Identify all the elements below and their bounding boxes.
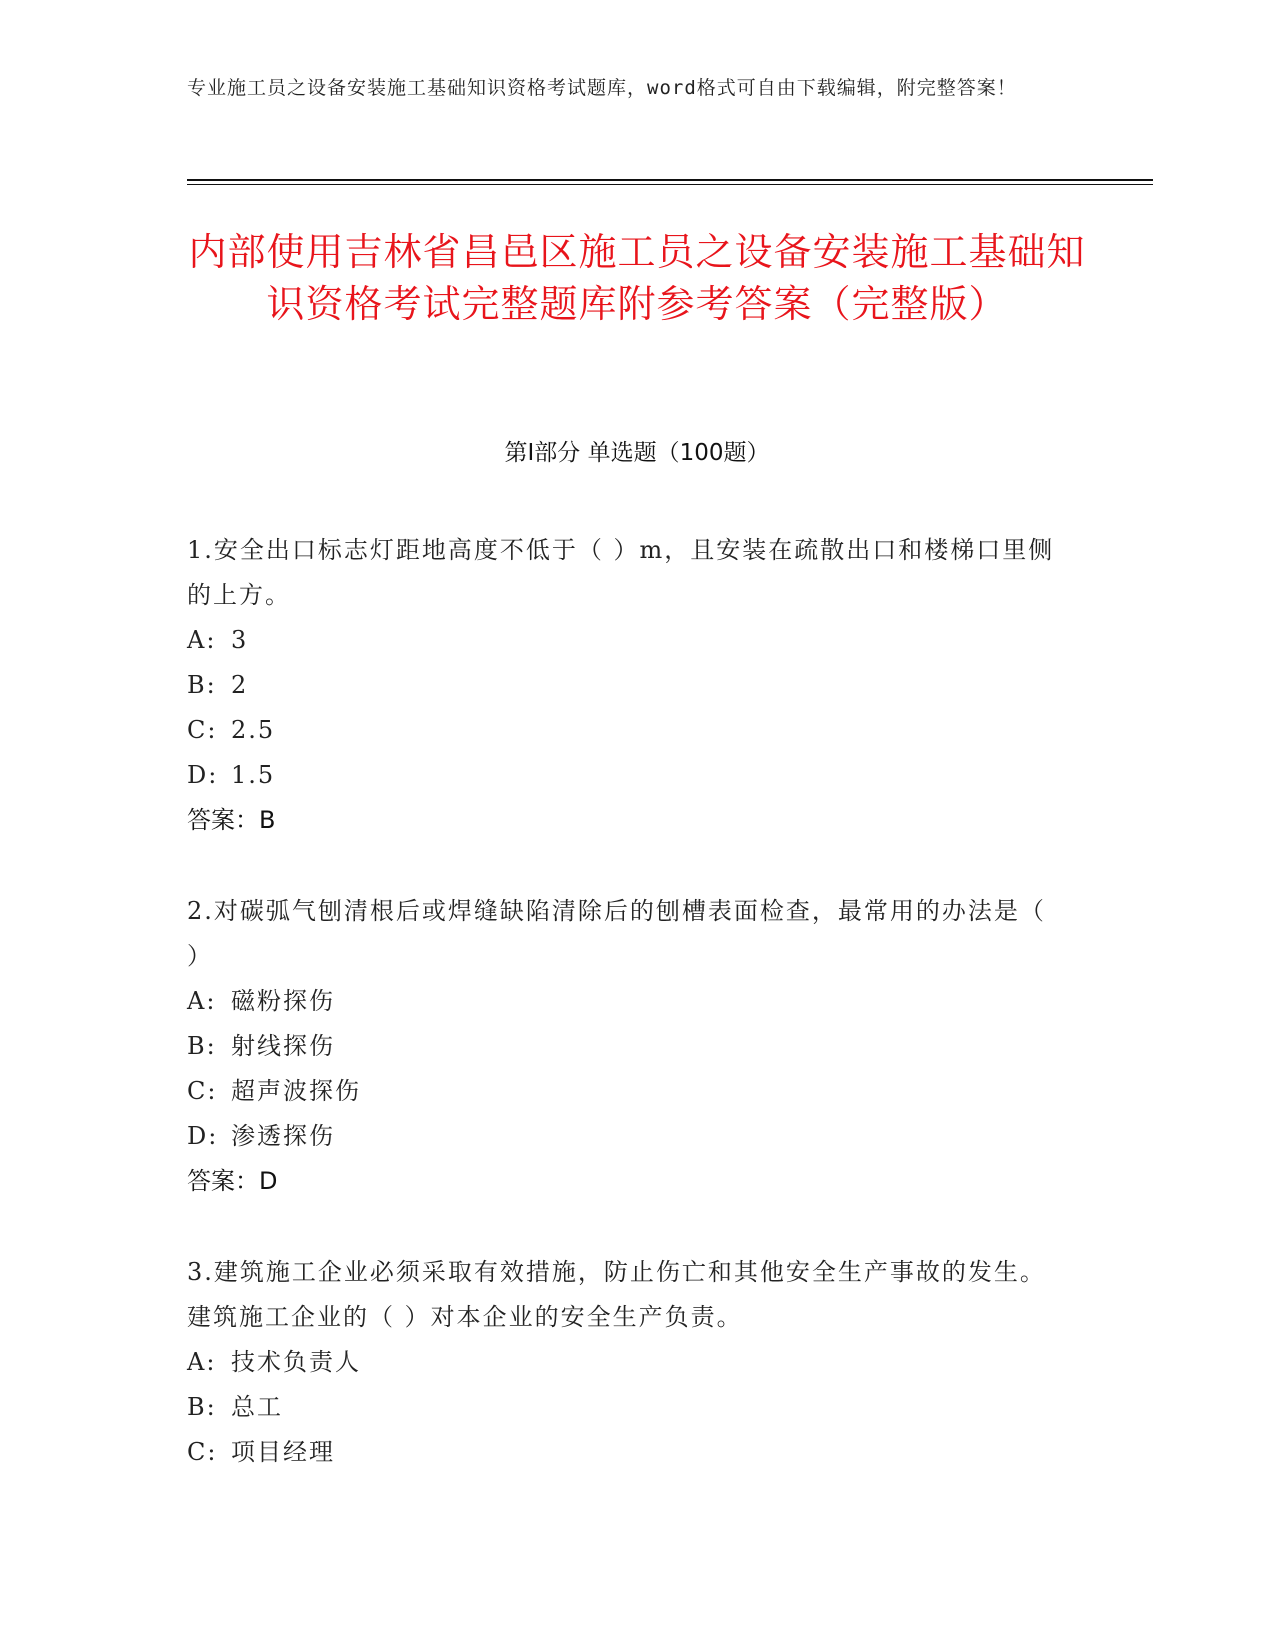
option-c: [187, 708, 1067, 753]
option-letter: A:: [187, 626, 217, 654]
option-text: 项目经理: [231, 1438, 335, 1466]
option-letter: B:: [187, 1032, 217, 1060]
option-d: [187, 1114, 1067, 1159]
option-letter: C:: [187, 1438, 218, 1466]
option-a: [187, 979, 1067, 1024]
option-d: [187, 753, 1067, 798]
option-text: 磁粉探伤: [231, 987, 335, 1015]
question-1: [187, 528, 1067, 843]
question-list: [187, 528, 1067, 1521]
option-letter: B:: [187, 671, 217, 699]
option-text: 渗透探伤: [231, 1122, 335, 1150]
header-divider-thick: [187, 179, 1153, 181]
option-letter: C:: [187, 716, 218, 744]
option-b: [187, 663, 1067, 708]
question-stem: 1.安全出口标志灯距地高度不低于（ ）m，且安装在疏散出口和楼梯口里侧的上方。: [187, 536, 1055, 609]
option-c: [187, 1430, 1067, 1475]
option-letter: C:: [187, 1077, 218, 1105]
option-text: 2.5: [231, 716, 276, 744]
option-text: 2: [231, 671, 249, 699]
option-c: [187, 1069, 1067, 1114]
option-text: 射线探伤: [231, 1032, 335, 1060]
option-letter: B:: [187, 1393, 217, 1421]
option-text: 技术负责人: [231, 1348, 361, 1376]
answer-label: 答案：B: [187, 806, 276, 834]
section-title: 第Ⅰ部分 单选题（100题）: [504, 440, 770, 466]
option-text: 3: [231, 626, 249, 654]
option-a: [187, 1340, 1067, 1385]
header-divider-thin: [187, 184, 1153, 185]
option-letter: A:: [187, 987, 217, 1015]
question-2: [187, 889, 1067, 1204]
option-letter: D:: [187, 1122, 219, 1150]
option-b: [187, 1024, 1067, 1069]
header-note: 专业施工员之设备安装施工基础知识资格考试题库，word格式可自由下载编辑，附完整答案！: [187, 77, 1017, 99]
question-stem: 3.建筑施工企业必须采取有效措施，防止伤亡和其他安全生产事故的发生。建筑施工企业的（ ）对本企业的安全生产负责。: [187, 1258, 1046, 1331]
option-text: 总工: [231, 1393, 283, 1421]
option-letter: A:: [187, 1348, 217, 1376]
question-3: [187, 1250, 1067, 1475]
option-a: [187, 618, 1067, 663]
option-text: 1.5: [231, 761, 276, 789]
document-title: 内部使用吉林省昌邑区施工员之设备安装施工基础知识资格考试完整题库附参考答案（完整版）: [188, 230, 1086, 326]
option-b: [187, 1385, 1067, 1430]
option-text: 超声波探伤: [231, 1077, 361, 1105]
answer-label: 答案：D: [187, 1167, 278, 1195]
option-letter: D:: [187, 761, 219, 789]
question-stem: 2.对碳弧气刨清根后或焊缝缺陷清除后的刨槽表面检查，最常用的办法是（ ）: [187, 897, 1046, 970]
